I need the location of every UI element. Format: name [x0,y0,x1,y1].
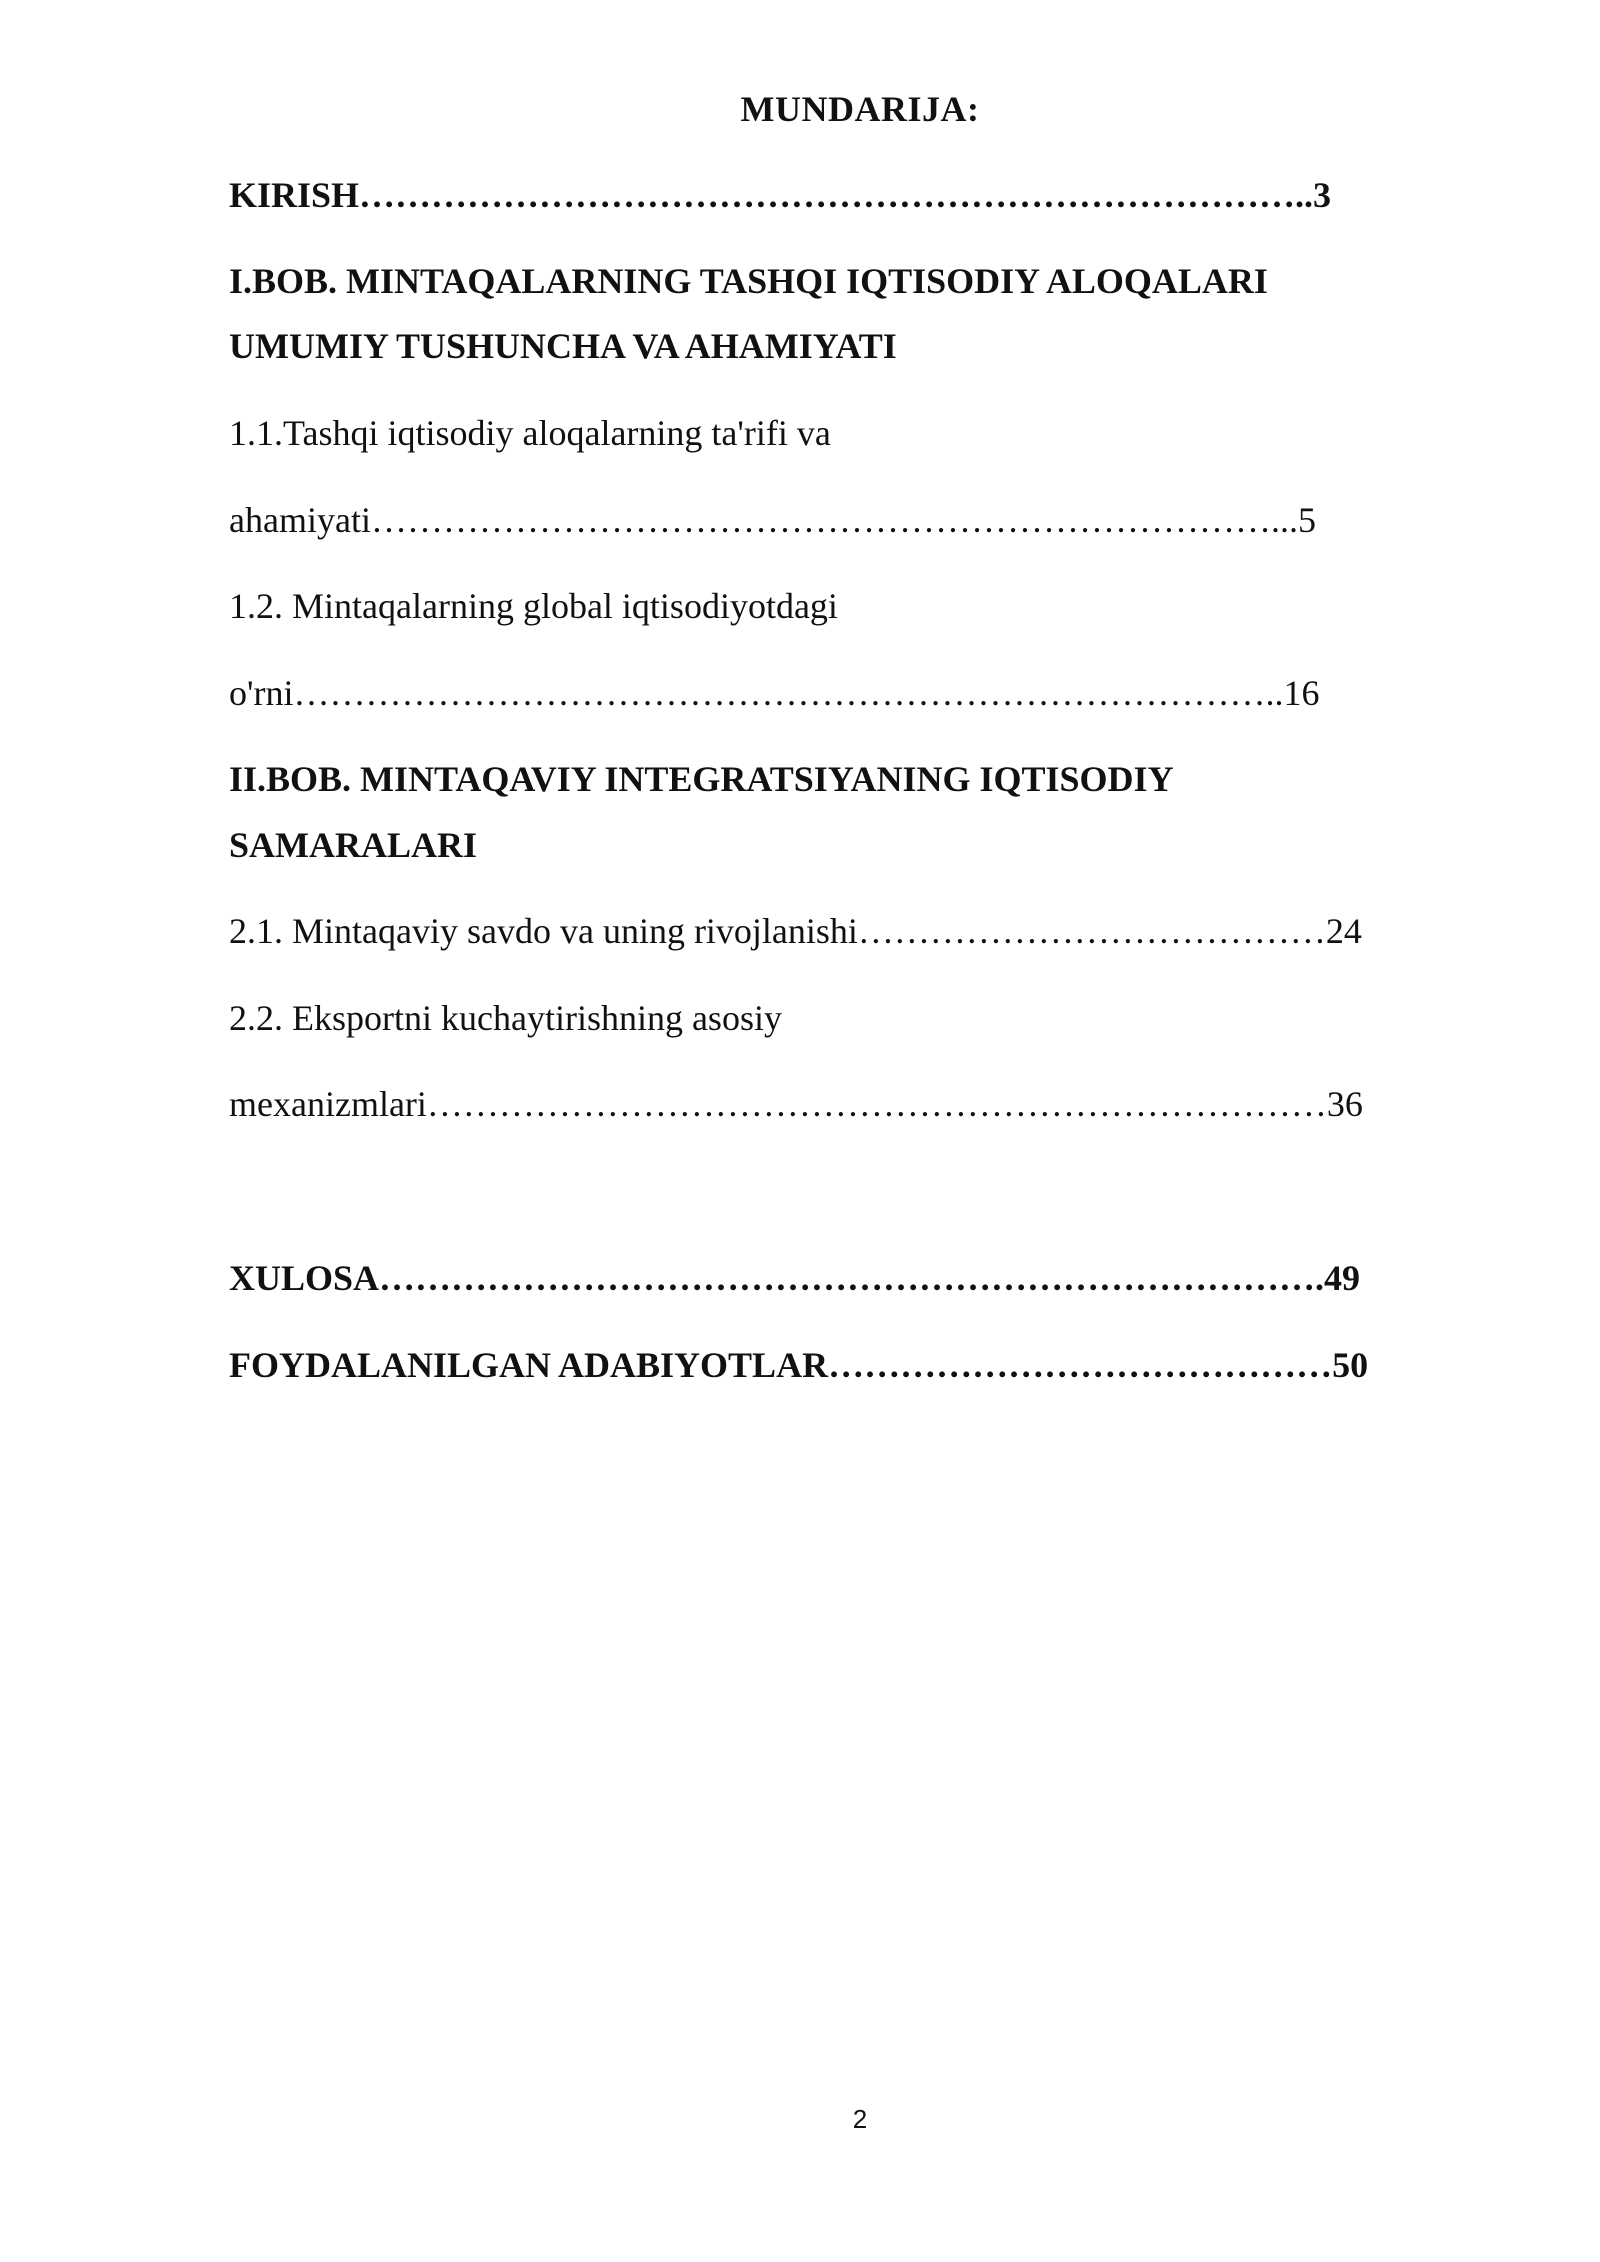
toc-chapter-2-title-line-1: II.BOB. MINTAQAVIY INTEGRATSIYANING IQTISODIY [229,759,1174,799]
toc-section-2-2-line-1: 2.2. Eksportni kuchaytirishning asosiy [229,998,782,1038]
toc-title: MUNDARIJA: [740,89,980,129]
toc-chapter-2-title-line-2: SAMARALARI [229,825,478,865]
toc-section-1-2-line-1: 1.2. Mintaqalarning global iqtisodiyotdagi [229,586,838,626]
toc-section-1-1-line-2: ahamiyati…………………………………………………………………...5 [229,500,1316,540]
toc-section-1-2-line-2: o'rni………………………………………………………………………..16 [229,673,1320,713]
toc-chapter-1-title-line-2: UMUMIY TUSHUNCHA VA AHAMIYATI [229,326,897,366]
toc-section-2-2-line-2: mexanizmlari…………………………………………………………………36 [229,1084,1363,1124]
toc-section-1-1-line-1: 1.1.Tashqi iqtisodiy aloqalarning ta'rifi va [229,413,831,453]
toc-entry-xulosa: XULOSA…………………………………………………………………….49 [229,1258,1361,1298]
page-number: 2 [852,2104,868,2134]
toc-entry-kirish: KIRISH……………………………………………………………………..3 [229,175,1332,215]
toc-entry-adabiyotlar: FOYDALANILGAN ADABIYOTLAR……………………………………50 [229,1345,1369,1385]
toc-section-2-1: 2.1. Mintaqaviy savdo va uning rivojlanishi…………………………………24 [229,911,1362,951]
toc-chapter-1-title-line-1: I.BOB. MINTAQALARNING TASHQI IQTISODIY ALOQALARI [229,261,1268,301]
